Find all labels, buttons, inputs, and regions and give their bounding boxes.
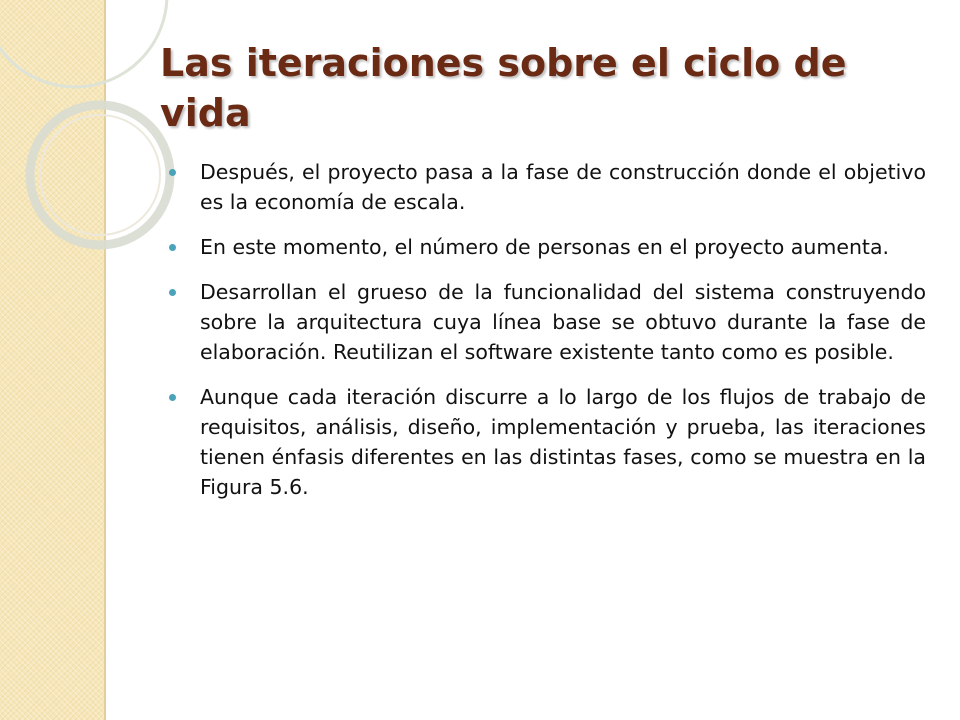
bullet-text: En este momento, el número de personas en el proyecto aumenta. [200,235,890,259]
bullet-marker-icon [169,244,176,251]
decorative-circle-small [30,105,170,245]
decorative-circle-large [0,0,167,87]
bullet-item [164,382,926,502]
bullet-item [164,232,926,262]
bullet-list [164,157,926,517]
slide-title: Las iteraciones sobre el ciclo de vida [160,41,847,135]
bullet-marker-icon [169,394,176,401]
bullet-item [164,157,926,217]
decorative-circles [0,0,180,300]
decorative-circle-inner [40,115,160,235]
bullet-marker-icon [169,289,176,296]
bullet-text: Desarrollan el grueso de la funcionalidad del sistema construyendo sobre la arquitectura cuya línea base se obtuvo durante la fase de elaboración. Reutilizan el software existente tanto como es posible. [200,280,926,364]
bullet-marker-icon [169,169,176,176]
bullet-text: Después, el proyecto pasa a la fase de construcción donde el objetivo es la economía de escala. [200,160,926,214]
bullet-item [164,277,926,367]
bullet-text: Aunque cada iteración discurre a lo largo de los flujos de trabajo de requisitos, análisis, diseño, implementación y prueba, las iteraciones tienen énfasis diferentes en las distintas fases, como se muestra en la Figura 5.6. [200,385,926,499]
